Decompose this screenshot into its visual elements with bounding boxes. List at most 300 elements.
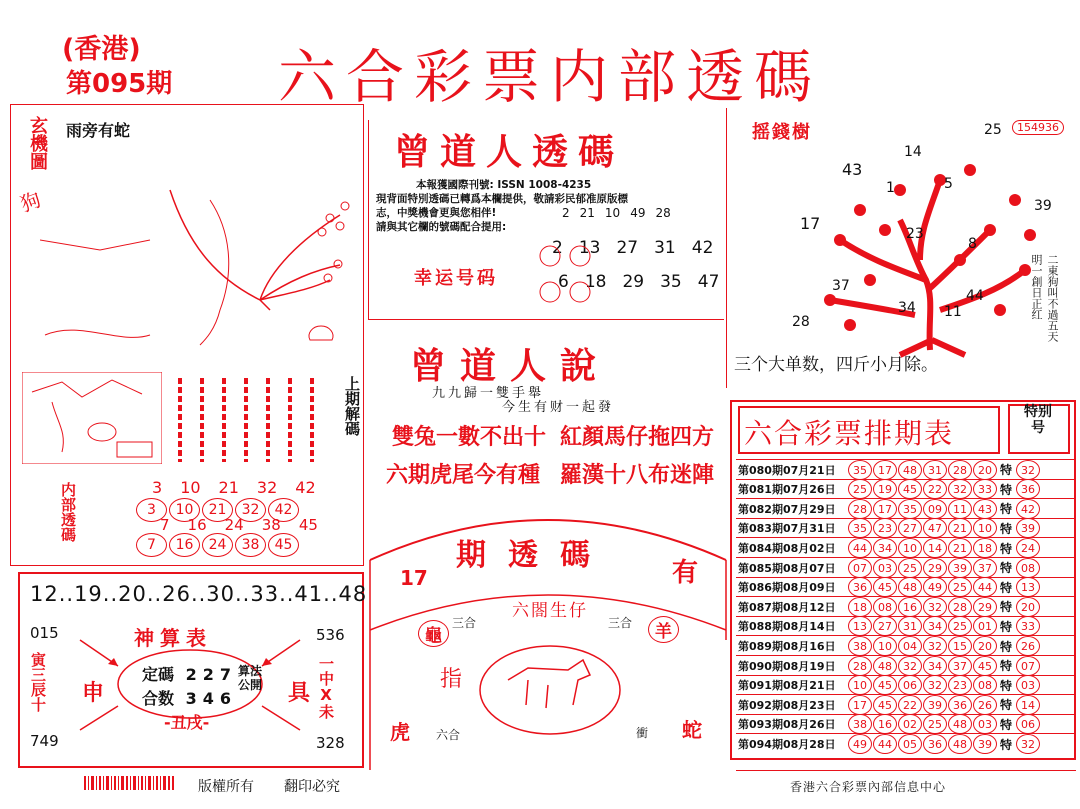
- number-ball: 08: [873, 597, 897, 617]
- lucky-num: 31: [654, 238, 676, 258]
- number-ball: 32: [923, 636, 947, 656]
- riddle-title: 玄機圖: [27, 116, 48, 170]
- tree-num: 43: [842, 160, 863, 179]
- number-ball: 38: [848, 636, 872, 656]
- tree-num: 25: [984, 122, 1002, 138]
- number-ball: 47: [923, 518, 947, 538]
- special-label: 特别号: [1024, 404, 1052, 436]
- inner-num: 7: [160, 516, 170, 534]
- number-ball: 09: [923, 499, 947, 519]
- schedule-gridline: [736, 479, 1074, 480]
- special-mark: 特: [999, 580, 1012, 595]
- schedule-row: [738, 617, 1076, 636]
- copyright-text2: 翻印必究: [284, 779, 340, 795]
- number-ball: 28: [948, 460, 972, 480]
- schedule-row: [738, 734, 1076, 753]
- calc-footer: -丑戌-: [164, 713, 210, 732]
- special-mark: 特: [999, 698, 1012, 713]
- schedule-gridline: [736, 557, 1074, 558]
- inner-num: 32: [256, 478, 278, 497]
- tree-num: 37: [832, 278, 850, 294]
- number-ball: 27: [898, 518, 922, 538]
- schedule-row-label: 第084期08月02日: [738, 542, 836, 556]
- riddle-drawing: [40, 170, 360, 360]
- schedule-gridline: [736, 733, 1074, 734]
- schedule-row-balls: [848, 460, 997, 480]
- special-mark: 特: [999, 463, 1012, 478]
- inner-ball: 24: [202, 533, 233, 557]
- calc-row1: [142, 662, 237, 685]
- number-ball: 49: [848, 734, 872, 754]
- schedule-row-balls: [848, 656, 997, 676]
- liuhe-label: 六合: [436, 728, 461, 742]
- schedule-row: [738, 715, 1076, 734]
- tree-badge: 154936: [1012, 120, 1064, 135]
- number-ball: 17: [848, 695, 872, 715]
- inner-num: 42: [295, 478, 316, 497]
- lucky-num: 18: [584, 272, 607, 292]
- notice-line: 本報獲國際刊號: ISSN 1008-4235: [416, 179, 592, 191]
- number-ball: 45: [873, 577, 897, 597]
- number-ball: 22: [923, 479, 947, 499]
- calc-tr: 536: [316, 626, 345, 644]
- schedule-row-label: 第093期08月26日: [738, 718, 836, 732]
- special-mark: 特: [999, 600, 1012, 615]
- number-ball: 31: [898, 616, 922, 636]
- number-ball: 25: [848, 479, 872, 499]
- calc-tl: 015: [30, 624, 59, 642]
- schedule-gridline: [736, 694, 1074, 695]
- inner-ball: 7: [136, 533, 167, 557]
- schedule-gridline: [736, 635, 1074, 636]
- middle-title1: 曾道人透碼: [394, 132, 625, 173]
- number-ball: 13: [848, 616, 872, 636]
- number-ball: 32: [923, 597, 947, 617]
- schedule-row: [738, 636, 1076, 655]
- number-ball: 49: [923, 577, 947, 597]
- calc-left-mark: 寅三辰十: [29, 652, 47, 712]
- sheep-sign: 羊: [648, 616, 679, 643]
- special-ball: 14: [1016, 695, 1040, 715]
- special-ball: 03: [1016, 675, 1040, 695]
- lucky-num: 6: [558, 272, 569, 292]
- number-ball: 36: [948, 695, 972, 715]
- number-ball: 32: [923, 675, 947, 695]
- tree-num: 39: [1034, 198, 1052, 214]
- lucky-row0: [562, 206, 671, 220]
- inner-row1-plain: [152, 478, 316, 497]
- special-mark: 特: [999, 678, 1012, 693]
- issue-number: 第095期: [66, 69, 173, 99]
- schedule-row-label: 第086期08月09日: [738, 581, 836, 595]
- number-ball: 27: [873, 616, 897, 636]
- number-ball: 23: [948, 675, 972, 695]
- schedule-row: [738, 558, 1076, 577]
- special-ball: 32: [1016, 460, 1040, 480]
- number-ball: 35: [848, 460, 872, 480]
- lucky-num: 35: [660, 272, 682, 292]
- number-ball: 34: [923, 616, 947, 636]
- number-ball: 48: [898, 577, 922, 597]
- number-ball: 07: [848, 558, 872, 578]
- schedule-gridline: [736, 518, 1074, 519]
- lucky-num: 27: [616, 238, 639, 258]
- number-ball: 48: [948, 714, 972, 734]
- number-ball: 16: [898, 597, 922, 617]
- number-ball: 38: [848, 714, 872, 734]
- lucky-num: 29: [622, 272, 645, 292]
- inner-num: 21: [218, 478, 239, 497]
- number-ball: 25: [948, 577, 972, 597]
- calc-bl: 749: [30, 732, 59, 750]
- number-ball: 17: [873, 499, 897, 519]
- inner-num: 16: [187, 516, 207, 534]
- number-ball: 45: [873, 675, 897, 695]
- number-ball: 05: [898, 734, 922, 754]
- number-ball: 34: [923, 656, 947, 676]
- number-ball: 11: [948, 499, 972, 519]
- schedule-row-label: 第082期07月29日: [738, 502, 836, 516]
- sanhe-right: 三合: [608, 616, 633, 630]
- lucky-num: 2: [562, 206, 570, 220]
- middle-sub1: 九九歸一雙手舉: [432, 386, 545, 401]
- schedule-row: [738, 656, 1076, 675]
- tree-num: 23: [906, 226, 924, 242]
- number-ball: 15: [948, 636, 972, 656]
- schedule-row-label: 第081期07月26日: [738, 483, 836, 497]
- number-ball: 23: [873, 518, 897, 538]
- special-mark: 特: [999, 561, 1012, 576]
- schedule-row-label: 第094期08月28日: [738, 738, 836, 752]
- schedule-row-balls: [848, 597, 997, 617]
- schedule-row-balls: [848, 499, 997, 519]
- number-ball: 10: [848, 675, 872, 695]
- schedule-row-balls: [848, 714, 997, 734]
- schedule-row: [738, 519, 1076, 538]
- calc-numbers-line: 12..19..20..26..30..33..41..48: [30, 582, 368, 606]
- calc-br: 328: [316, 734, 345, 752]
- inner-ball: 10: [169, 498, 200, 522]
- calc-right-zodiac: 具: [288, 681, 311, 706]
- number-ball: 39: [923, 695, 947, 715]
- number-ball: 10: [898, 538, 922, 558]
- inner-ball: 38: [235, 533, 266, 557]
- sanhe-left: 三合: [452, 616, 477, 630]
- number-ball: 22: [898, 695, 922, 715]
- number-ball: 28: [948, 597, 972, 617]
- inner-num: 3: [152, 478, 163, 497]
- tree-num: 17: [800, 214, 821, 233]
- tiger-sign: 虎: [390, 720, 410, 744]
- number-ball: 26: [973, 695, 997, 715]
- number-ball: 25: [948, 616, 972, 636]
- last-issue-label: 上期解碼: [343, 376, 361, 436]
- riddle-word: 狗: [17, 187, 45, 217]
- schedule-row: [738, 499, 1076, 518]
- special-mark: 特: [999, 659, 1012, 674]
- schedule-row-label: 第091期08月21日: [738, 679, 836, 693]
- notice-line: 現背面特別透碼已轉爲本欄提供，敬請彩民郁准原版標: [376, 193, 628, 205]
- footer-org: 香港六合彩票內部信息中心: [790, 780, 947, 794]
- number-ball: 08: [973, 675, 997, 695]
- verse4: 羅漢十八布迷陣: [560, 463, 715, 488]
- verse2: 紅顏馬仔拖四方: [560, 425, 715, 450]
- number-ball: 36: [923, 734, 947, 754]
- number-ball: 21: [948, 538, 972, 558]
- number-ball: 01: [973, 616, 997, 636]
- special-ball: 06: [1016, 714, 1040, 734]
- number-ball: 20: [973, 460, 997, 480]
- schedule-title: 六合彩票排期表: [744, 417, 955, 450]
- special-ball: 26: [1016, 636, 1040, 656]
- number-ball: 14: [923, 538, 947, 558]
- schedule-row: [738, 578, 1076, 597]
- number-ball: 03: [873, 558, 897, 578]
- calc-row2-label: 合数: [142, 689, 175, 708]
- special-mark: 特: [999, 737, 1012, 752]
- special-mark: 特: [999, 619, 1012, 634]
- schedule-row-label: 第092期08月23日: [738, 698, 836, 712]
- notice-line: 志，中獎機會更與您相伴!: [376, 207, 497, 219]
- calc-row2: [142, 686, 237, 709]
- schedule-gridline: [736, 498, 1074, 499]
- special-ball: 24: [1016, 538, 1040, 558]
- lucky-circles: [536, 236, 716, 308]
- middle-title2: 曾道人說: [410, 346, 611, 387]
- number-ball: 44: [973, 577, 997, 597]
- number-ball: 45: [873, 695, 897, 715]
- special-mark: 特: [999, 521, 1012, 536]
- copyright-text: 版權所有: [198, 779, 254, 795]
- schedule-gridline: [736, 577, 1074, 578]
- inner-ball: 21: [202, 498, 233, 522]
- lucky-label: 幸运号码: [414, 268, 498, 289]
- schedule-row-balls: [848, 734, 997, 754]
- number-ball: 37: [948, 656, 972, 676]
- inner-ball: 32: [235, 498, 266, 522]
- inner-num: 38: [261, 516, 281, 534]
- schedule-gridline: [736, 714, 1074, 715]
- number-ball: 28: [848, 499, 872, 519]
- tree-side-note: 二東狗叫不過五天明一創日正红: [1030, 254, 1059, 342]
- number-ball: 18: [973, 538, 997, 558]
- special-mark: 特: [999, 541, 1012, 556]
- number-ball: 48: [898, 460, 922, 480]
- number-ball: 48: [873, 656, 897, 676]
- schedule-row-balls: [848, 538, 997, 558]
- special-mark: 特: [999, 717, 1012, 732]
- riddle-caption: 雨旁有蛇: [66, 121, 131, 140]
- calc-right-mark: 一中Ⅹ未: [317, 656, 335, 719]
- number-ball: 29: [973, 597, 997, 617]
- hint-columns: [172, 376, 332, 466]
- tree-num: 11: [944, 304, 962, 320]
- landscape-drawing: [22, 372, 162, 464]
- footer-line: [736, 770, 1076, 771]
- special-ball: 39: [1016, 518, 1040, 538]
- tree-num: 14: [904, 144, 922, 160]
- inner-row2-plain: [160, 516, 318, 534]
- number-ball: 48: [948, 734, 972, 754]
- number-ball: 17: [873, 460, 897, 480]
- inner-ball: 42: [268, 498, 299, 522]
- schedule-row-label: 第088期08月14日: [738, 620, 836, 634]
- special-ball: 07: [1016, 656, 1040, 676]
- schedule-row-label: 第089期08月16日: [738, 640, 836, 654]
- chong-label: 衝: [636, 726, 649, 740]
- inner-num: 10: [180, 478, 201, 497]
- number-ball: 28: [848, 656, 872, 676]
- calc-title: 神算表: [134, 626, 212, 650]
- lucky-num: 10: [604, 206, 621, 220]
- special-ball: 13: [1016, 577, 1040, 597]
- special-mark: 特: [999, 502, 1012, 517]
- lucky-num: 13: [578, 238, 601, 258]
- schedule-row-balls: [848, 518, 997, 538]
- schedule-row: [738, 538, 1076, 557]
- number-ball: 32: [898, 656, 922, 676]
- six-signs: 六閤生仔: [512, 601, 588, 621]
- lucky-num: 42: [691, 238, 714, 258]
- tree-num: 28: [792, 314, 810, 330]
- calc-left-zodiac: 申: [82, 681, 105, 706]
- lucky-num: 49: [630, 206, 646, 220]
- inner-num: 45: [298, 516, 318, 534]
- special-mark: 特: [999, 639, 1012, 654]
- number-ball: 35: [848, 518, 872, 538]
- schedule-row-label: 第083期07月31日: [738, 522, 836, 536]
- number-ball: 20: [973, 636, 997, 656]
- number-ball: 31: [923, 460, 947, 480]
- inner-ball: 3: [136, 498, 167, 522]
- inner-num: 24: [224, 516, 244, 534]
- number-ball: 03: [973, 714, 997, 734]
- lucky-num: 21: [579, 206, 595, 220]
- schedule-gridline: [736, 459, 1074, 460]
- tree-num: 34: [898, 300, 916, 316]
- number-ball: 10: [973, 518, 997, 538]
- inner-ball: 45: [268, 533, 299, 557]
- calc-side-label: 算法公開: [238, 664, 263, 692]
- special-mark: 特: [999, 482, 1012, 497]
- schedule-row: [738, 480, 1076, 499]
- number-ball: 39: [973, 734, 997, 754]
- page-title: 六合彩票内部透碼: [278, 43, 823, 111]
- barcode: [84, 776, 176, 790]
- number-ball: 29: [923, 558, 947, 578]
- snake-sign: 蛇: [682, 718, 702, 742]
- finger-sign: 指: [440, 667, 463, 692]
- inner-label: 内部透碼: [59, 482, 77, 542]
- tortoise-sign: 龜: [418, 620, 449, 647]
- special-ball: 08: [1016, 558, 1040, 578]
- number-ball: 45: [898, 479, 922, 499]
- number-ball: 33: [973, 479, 997, 499]
- schedule-gridline: [736, 616, 1074, 617]
- number-ball: 45: [973, 656, 997, 676]
- schedule-row: [738, 597, 1076, 616]
- calc-row1-value: 227: [185, 665, 237, 684]
- number-ball: 39: [948, 558, 972, 578]
- schedule-row: [738, 676, 1076, 695]
- schedule-row-balls: [848, 577, 997, 597]
- schedule-row-balls: [848, 636, 997, 656]
- inner-row2-balls: [136, 533, 301, 557]
- schedule-row-label: 第085期08月07日: [738, 561, 836, 575]
- number-ball: 36: [848, 577, 872, 597]
- number-ball: 43: [973, 499, 997, 519]
- arc-suffix: 有: [672, 558, 699, 588]
- schedule-row-balls: [848, 479, 997, 499]
- number-ball: 34: [873, 538, 897, 558]
- schedule-gridline: [736, 655, 1074, 656]
- calc-row2-value: 346: [185, 689, 237, 708]
- special-ball: 33: [1016, 616, 1040, 636]
- tree-caption: 三个大单数，四斤小月除。: [734, 355, 938, 375]
- number-ball: 25: [898, 558, 922, 578]
- number-ball: 16: [873, 714, 897, 734]
- special-ball: 20: [1016, 597, 1040, 617]
- lucky-num: 2: [552, 238, 563, 258]
- schedule-row-label: 第080期07月21日: [738, 463, 836, 477]
- verse3: 六期虎尾今有種: [386, 463, 541, 488]
- region-label: (香港): [62, 34, 141, 65]
- lucky-num: 47: [697, 272, 720, 292]
- schedule-row-balls: [848, 675, 997, 695]
- money-tree: [800, 140, 1050, 360]
- schedule-gridline: [736, 675, 1074, 676]
- schedule-row: [738, 460, 1076, 479]
- number-ball: 37: [973, 558, 997, 578]
- notice-line: 請與其它欄的號碼配合提用:: [376, 221, 507, 233]
- tree-num: 1: [886, 180, 895, 196]
- number-ball: 04: [898, 636, 922, 656]
- schedule-gridline: [736, 537, 1074, 538]
- schedule-row-balls: [848, 695, 997, 715]
- special-ball: 36: [1016, 479, 1040, 499]
- special-ball: 42: [1016, 499, 1040, 519]
- number-ball: 35: [898, 499, 922, 519]
- tree-num: 8: [968, 236, 977, 252]
- number-ball: 06: [898, 675, 922, 695]
- schedule-row-label: 第090期08月19日: [738, 659, 836, 673]
- number-ball: 10: [873, 636, 897, 656]
- number-ball: 32: [948, 479, 972, 499]
- notice-block: [376, 178, 726, 234]
- schedule-gridline: [736, 596, 1074, 597]
- number-ball: 44: [873, 734, 897, 754]
- number-ball: 21: [948, 518, 972, 538]
- verse1: 雙兔一數不出十: [392, 425, 547, 450]
- special-ball: 32: [1016, 734, 1040, 754]
- schedule-row-balls: [848, 616, 997, 636]
- tree-num: 44: [966, 288, 984, 304]
- arc-prefix: 17: [400, 566, 428, 590]
- number-ball: 44: [848, 538, 872, 558]
- tree-num: 5: [944, 176, 953, 192]
- schedule-row-balls: [848, 558, 997, 578]
- calc-row1-label: 定碼: [142, 665, 175, 684]
- number-ball: 02: [898, 714, 922, 734]
- schedule-row: [738, 695, 1076, 714]
- arc-title: 期透碼: [456, 538, 612, 573]
- tree-title: 摇錢樹: [752, 122, 812, 143]
- number-ball: 18: [848, 597, 872, 617]
- inner-ball: 16: [169, 533, 200, 557]
- number-ball: 19: [873, 479, 897, 499]
- schedule-row-label: 第087期08月12日: [738, 600, 836, 614]
- middle-sub2: 今生有财一起發: [502, 400, 615, 415]
